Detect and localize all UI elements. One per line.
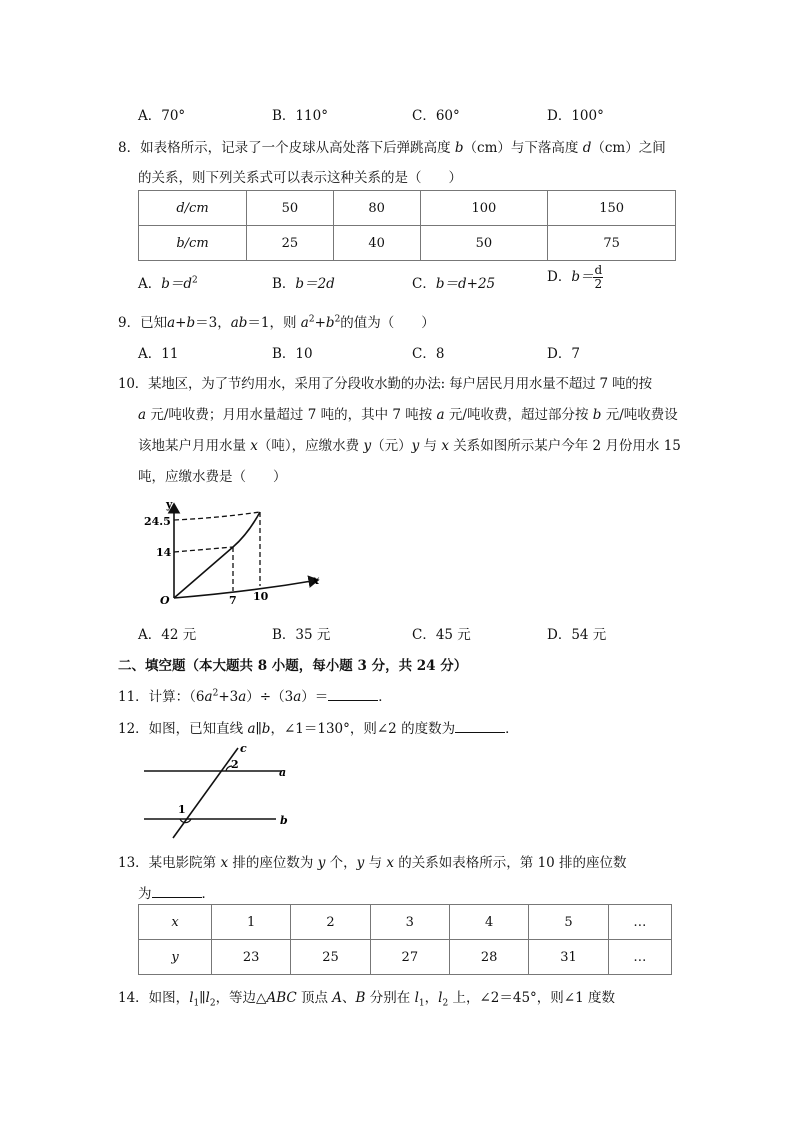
y-axis-label: y [166, 498, 173, 511]
q8-line1: 8．如表格所示，记录了一个皮球从高处落下后弹跳高度 b（cm）与下落高度 d（cm）之间 [118, 140, 666, 156]
answer-blank[interactable] [328, 688, 378, 701]
label-angle-2: 2 [231, 758, 239, 771]
table-head: x [139, 905, 212, 940]
origin-label: O [160, 594, 170, 606]
q10-option-a: A．42 元 [138, 627, 197, 643]
table-cell: 27 [370, 940, 449, 975]
q7-option-c: C．60° [412, 108, 460, 124]
x-axis-label: x [312, 573, 320, 587]
q8-option-c: C．b＝d+25 [412, 276, 496, 292]
q10-option-c: C．45 元 [412, 627, 471, 643]
q7-option-d: D．100° [547, 108, 604, 124]
table-cell: 23 [212, 940, 291, 975]
table-cell: … [608, 905, 671, 940]
table-cell: 5 [529, 905, 608, 940]
table-cell: 75 [548, 226, 676, 261]
q10-option-b: B．35 元 [272, 627, 331, 643]
table-row [139, 905, 672, 940]
q8-option-d: D．b＝ $\frac{d}{2}$ [547, 263, 603, 291]
q13-line2: 为 ． [138, 886, 215, 902]
table-cell: 150 [548, 191, 676, 226]
answer-blank[interactable] [455, 720, 505, 733]
y-tick-label: 24.5 [144, 515, 171, 528]
table-cell: 2 [291, 905, 370, 940]
answer-blank[interactable] [152, 885, 202, 898]
table-row [139, 226, 676, 261]
q12-figure [140, 740, 300, 840]
table-cell: 1 [212, 905, 291, 940]
table-cell: 50 [247, 191, 334, 226]
table-head: y [139, 940, 212, 975]
graph-segment-2 [233, 512, 260, 547]
label-b: b [280, 814, 288, 827]
table-cell: 28 [449, 940, 528, 975]
q10-line2: a 元/吨收费；月用水量超过 7 吨的，其中 7 吨按 a 元/吨收费，超过部分按 b 元/吨收费设 [138, 407, 678, 423]
table-cell: 100 [420, 191, 548, 226]
table-cell: 25 [247, 226, 334, 261]
q9-option-c: C．8 [412, 346, 445, 362]
q10-line1: 10．某地区，为了节约用水，采用了分段收水勤的办法: 每户居民月用水量不超过 7 吨的按 [118, 376, 652, 392]
q10-line4: 吨，应缴水费是（ ） [138, 469, 287, 485]
q12-stem: 12．如图，已知直线 a∥b，∠1＝130°，则∠2 的度数为 ． [118, 721, 519, 737]
y-tick-label: 14 [156, 546, 172, 559]
q13-table [138, 904, 672, 975]
table-cell: … [608, 940, 671, 975]
table-row [139, 940, 672, 975]
table-cell: 4 [449, 905, 528, 940]
section-title: 二、填空题（本大题共 8 小题，每小题 3 分，共 24 分） [118, 658, 468, 674]
table-cell: 80 [333, 191, 420, 226]
table-cell: 31 [529, 940, 608, 975]
q7-option-a: A．70° [138, 108, 186, 124]
q10-line3: 该地某户月用水量 x（吨），应缴水费 y（元）y 与 x 关系如图所示某户今年 2 月份用水 15 [138, 438, 681, 454]
table-head: b/cm [139, 226, 247, 261]
table-cell: 40 [333, 226, 420, 261]
q13-line1: 13．某电影院第 x 排的座位数为 y 个，y 与 x 的关系如表格所示，第 10 排的座位数 [118, 855, 627, 871]
table-cell: 3 [370, 905, 449, 940]
dashed-line-14 [174, 547, 233, 552]
table-row [139, 191, 676, 226]
q10-graph [138, 494, 338, 606]
q9-option-b: B．10 [272, 346, 313, 362]
label-c: c [240, 742, 247, 755]
q9-stem: 9．已知a+b＝3，ab＝1，则 $a^2+b^2$的值为（ ） [118, 314, 435, 331]
label-a: a [279, 766, 287, 779]
x-tick-label: 7 [229, 594, 237, 606]
graph-segment-1 [174, 547, 233, 598]
q8-option-b: B．b＝2d [272, 276, 335, 292]
q14-stem: 14．如图，$l_1\parallel l_2$，等边△ABC 顶点 A、B 分别在 $l_1$，$l_2$ 上，∠2＝45°，则∠1 度数 [118, 990, 615, 1009]
q8-option-a: A．$b=d^2$ [138, 275, 198, 292]
q7-option-b: B．110° [272, 108, 328, 124]
q9-option-d: D．7 [547, 346, 580, 362]
q8-line2: 的关系，则下列关系式可以表示这种关系的是（ ） [138, 170, 462, 186]
line-c [173, 748, 238, 838]
q9-option-a: A．11 [138, 346, 179, 362]
q10-option-d: D．54 元 [547, 627, 607, 643]
fraction: $\frac{d}{2}$ [594, 263, 603, 291]
q8-table [138, 190, 676, 261]
q11-stem: 11．计算：$(6a^2+3a)\div(3a)=$ ． [118, 688, 392, 705]
table-cell: 50 [420, 226, 548, 261]
table-cell: 25 [291, 940, 370, 975]
table-head: d/cm [139, 191, 247, 226]
dashed-line-24-5 [174, 512, 260, 520]
label-angle-1: 1 [178, 803, 186, 816]
x-tick-label: 10 [253, 590, 269, 603]
x-axis [174, 580, 318, 598]
